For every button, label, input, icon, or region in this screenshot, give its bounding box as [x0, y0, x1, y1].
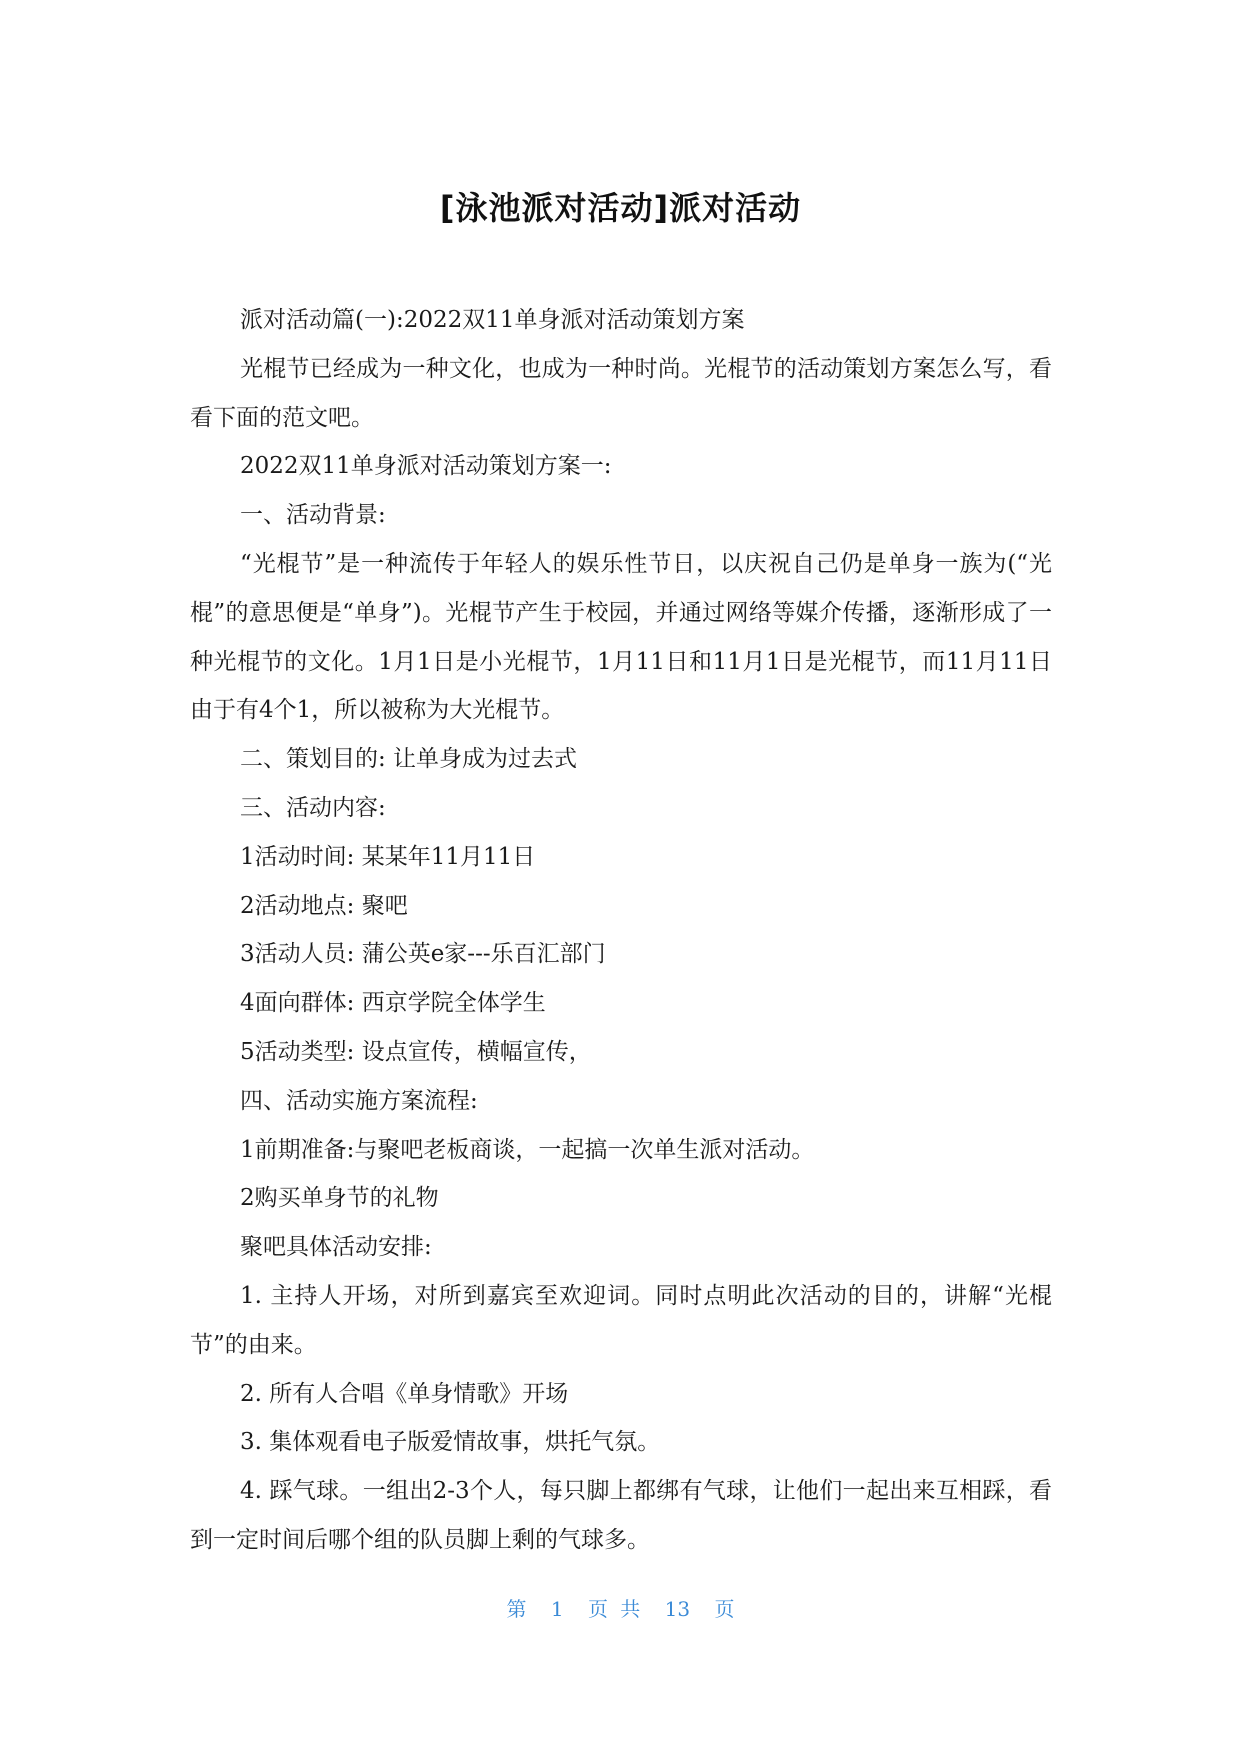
footer-suffix: 页 [714, 1597, 735, 1621]
footer-middle: 页 共 [587, 1597, 641, 1621]
paragraph: 1. 主持人开场，对所到嘉宾至欢迎词。同时点明此次活动的目的，讲解“光棍节”的由来。 [190, 1282, 1052, 1358]
document-title: [泳池派对活动]派对活动 [439, 189, 802, 227]
paragraph: 派对活动篇(一):2022双11单身派对活动策划方案 [240, 307, 745, 333]
paragraph: 二、策划目的: 让单身成为过去式 [240, 746, 578, 773]
paragraph: 2活动地点: 聚吧 [240, 892, 408, 919]
paragraph: 2. 所有人合唱《单身情歌》开场 [240, 1380, 569, 1407]
paragraph: 4面向群体: 西京学院全体学生 [240, 990, 546, 1017]
paragraph: 1前期准备:与聚吧老板商谈，一起搞一次单生派对活动。 [240, 1136, 815, 1163]
document-body [190, 296, 1052, 1565]
paragraph: 2购买单身节的礼物 [240, 1185, 439, 1212]
paragraph: 4. 踩气球。一组出2-3个人，每只脚上都绑有气球，让他们一起出来互相踩，看到一定时间后哪个组的队员脚上剩的气球多。 [190, 1478, 1052, 1553]
footer-total-pages: 13 [664, 1597, 691, 1621]
paragraph: 2022双11单身派对活动策划方案一: [240, 453, 612, 480]
paragraph: 三、活动内容: [240, 794, 386, 821]
page-footer [0, 1595, 1241, 1623]
footer-current-page: 1 [550, 1597, 564, 1621]
paragraph: 3活动人员: 蒲公英e家---乐百汇部门 [240, 941, 606, 968]
footer-prefix: 第 [506, 1597, 527, 1621]
paragraph: 3. 集体观看电子版爱情故事，烘托气氛。 [240, 1429, 661, 1456]
paragraph: “光棍节”是一种流传于年轻人的娱乐性节日，以庆祝自己仍是单身一族为(“光棍”的意思便是“单身”)。光棍节产生于校园，并通过网络等媒介传播，逐渐形成了一种光棍节的文化。1月1日是小光棍节，1月11日和11月1日是光棍节，而11月11日由于有4个1，所以被称为大光棍节。 [190, 550, 1052, 724]
paragraph: 1活动时间: 某某年11月11日 [240, 843, 536, 870]
paragraph: 光棍节已经成为一种文化，也成为一种时尚。光棍节的活动策划方案怎么写，看看下面的范文吧。 [190, 355, 1052, 431]
paragraph: 四、活动实施方案流程: [240, 1087, 478, 1114]
paragraph: 5活动类型: 设点宣传，横幅宣传， [240, 1038, 592, 1065]
paragraph: 一、活动背景: [240, 502, 386, 529]
paragraph: 聚吧具体活动安排: [240, 1234, 432, 1261]
